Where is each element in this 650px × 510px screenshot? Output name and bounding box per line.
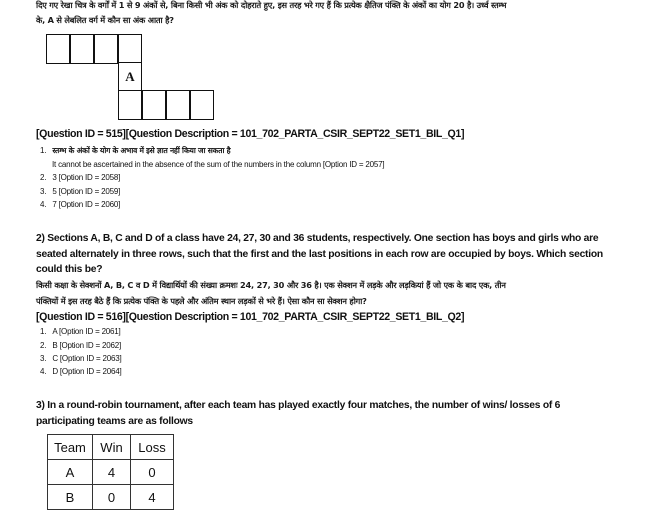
q1-option-1	[40, 146, 230, 156]
table-header-row	[48, 435, 174, 460]
option-text: It cannot be ascertained in the absence of the sum of the numbers in the column [Option ID = 2057]	[52, 160, 385, 169]
table-cell: A	[48, 460, 93, 485]
q1-option-3	[40, 187, 120, 196]
q2-option-2	[40, 341, 121, 350]
option-text: 5 [Option ID = 2059]	[52, 187, 121, 196]
q2-english-line-2: seated alternately in three rows, such that the first and the last positions in each row are occupied by boys. Which section	[36, 249, 603, 260]
q3-english-line-2: participating teams are as follows	[36, 416, 193, 427]
option-text: B [Option ID = 2062]	[52, 341, 122, 350]
option-number: 2.	[40, 173, 47, 182]
option-text: 7 [Option ID = 2060]	[52, 200, 121, 209]
grid-cell-a: A	[118, 62, 142, 92]
table-cell: B	[48, 485, 93, 510]
win-loss-table	[47, 434, 174, 510]
table-cell: 4	[131, 485, 174, 510]
q1-question-id: [Question ID = 515][Question Description = 101_702_PARTA_CSIR_SEPT22_SET1_BIL_Q1]	[36, 128, 465, 140]
grid-cell	[118, 34, 142, 64]
q2-question-id: [Question ID = 516][Question Description = 101_702_PARTA_CSIR_SEPT22_SET1_BIL_Q2]	[36, 311, 465, 323]
q2-hindi-text-line-1: किसी कक्षा के सेक्शनों A, B, C व D में विद्यार्थियों की संख्या क्रमशः 24, 27, 30 और 36 है। एक सेक्शन में लड़के और लड़कियां हैं जो एक के बाद एक, तीन	[36, 280, 506, 290]
option-text: C [Option ID = 2063]	[52, 354, 122, 363]
table-header-team: Team	[48, 435, 93, 460]
q1-option-2	[40, 173, 120, 182]
table-header-win: Win	[93, 435, 131, 460]
grid-cell	[70, 34, 94, 64]
option-text: 3 [Option ID = 2058]	[52, 173, 121, 182]
q1-hindi-text-line-1: दिए गए रेखा चित्र के वर्गों में 1 से 9 अंकों से, बिना किसी भी अंक को दोहराते हुए, इस तरह भरे गए हैं कि प्रत्येक क्षैतिज पंक्ति के अंकों का योग 20 है। उर्ध्व स्तम्भ	[36, 0, 507, 10]
q2-option-1	[40, 327, 121, 336]
q2-english-line-3: could this be?	[36, 264, 103, 275]
table-cell: 0	[93, 485, 131, 510]
option-number: 3.	[40, 187, 47, 196]
option-number: 3.	[40, 354, 47, 363]
option-text: स्तम्भ के अंकों के योग के अभाव में इसे ज्ञात नहीं किया जा सकता है	[52, 146, 231, 155]
grid-cell	[166, 90, 190, 120]
option-text: A [Option ID = 2061]	[52, 327, 121, 336]
table-row	[48, 460, 174, 485]
q3-english-line-1: 3) In a round-robin tournament, after each team has played exactly four matches, the number of wins/ losses of 6	[36, 400, 561, 411]
option-number: 1.	[40, 327, 47, 336]
q2-english-line-1: 2) Sections A, B, C and D of a class have 24, 27, 30 and 36 students, respectively. One section has boys and girls who are	[36, 233, 599, 244]
q1-option-4	[40, 200, 120, 209]
option-number: 2.	[40, 341, 47, 350]
table-row	[48, 485, 174, 510]
q1-option-1-english	[52, 160, 384, 169]
q2-option-4	[40, 367, 121, 376]
option-number: 4.	[40, 367, 47, 376]
table-cell: 4	[93, 460, 131, 485]
option-number: 4.	[40, 200, 47, 209]
grid-cell	[190, 90, 214, 120]
grid-cell	[46, 34, 70, 64]
table-header-loss: Loss	[131, 435, 174, 460]
q2-option-3	[40, 354, 121, 363]
option-text: D [Option ID = 2064]	[52, 367, 122, 376]
grid-cell	[142, 90, 166, 120]
option-number: 1.	[40, 146, 47, 155]
q1-hindi-text-line-2: के, A से लेबलित वर्ग में कौन सा अंक आता है?	[36, 15, 174, 25]
table-cell: 0	[131, 460, 174, 485]
grid-cell	[94, 34, 118, 64]
q2-hindi-text-line-2: पंक्तियों में इस तरह बैठे हैं कि प्रत्येक पंक्ति के पहले और अंतिम स्थान लड़कों से भरे हैं। ऐसा कौन सा सेक्शन होगा?	[36, 296, 367, 306]
grid-cell	[118, 90, 142, 120]
